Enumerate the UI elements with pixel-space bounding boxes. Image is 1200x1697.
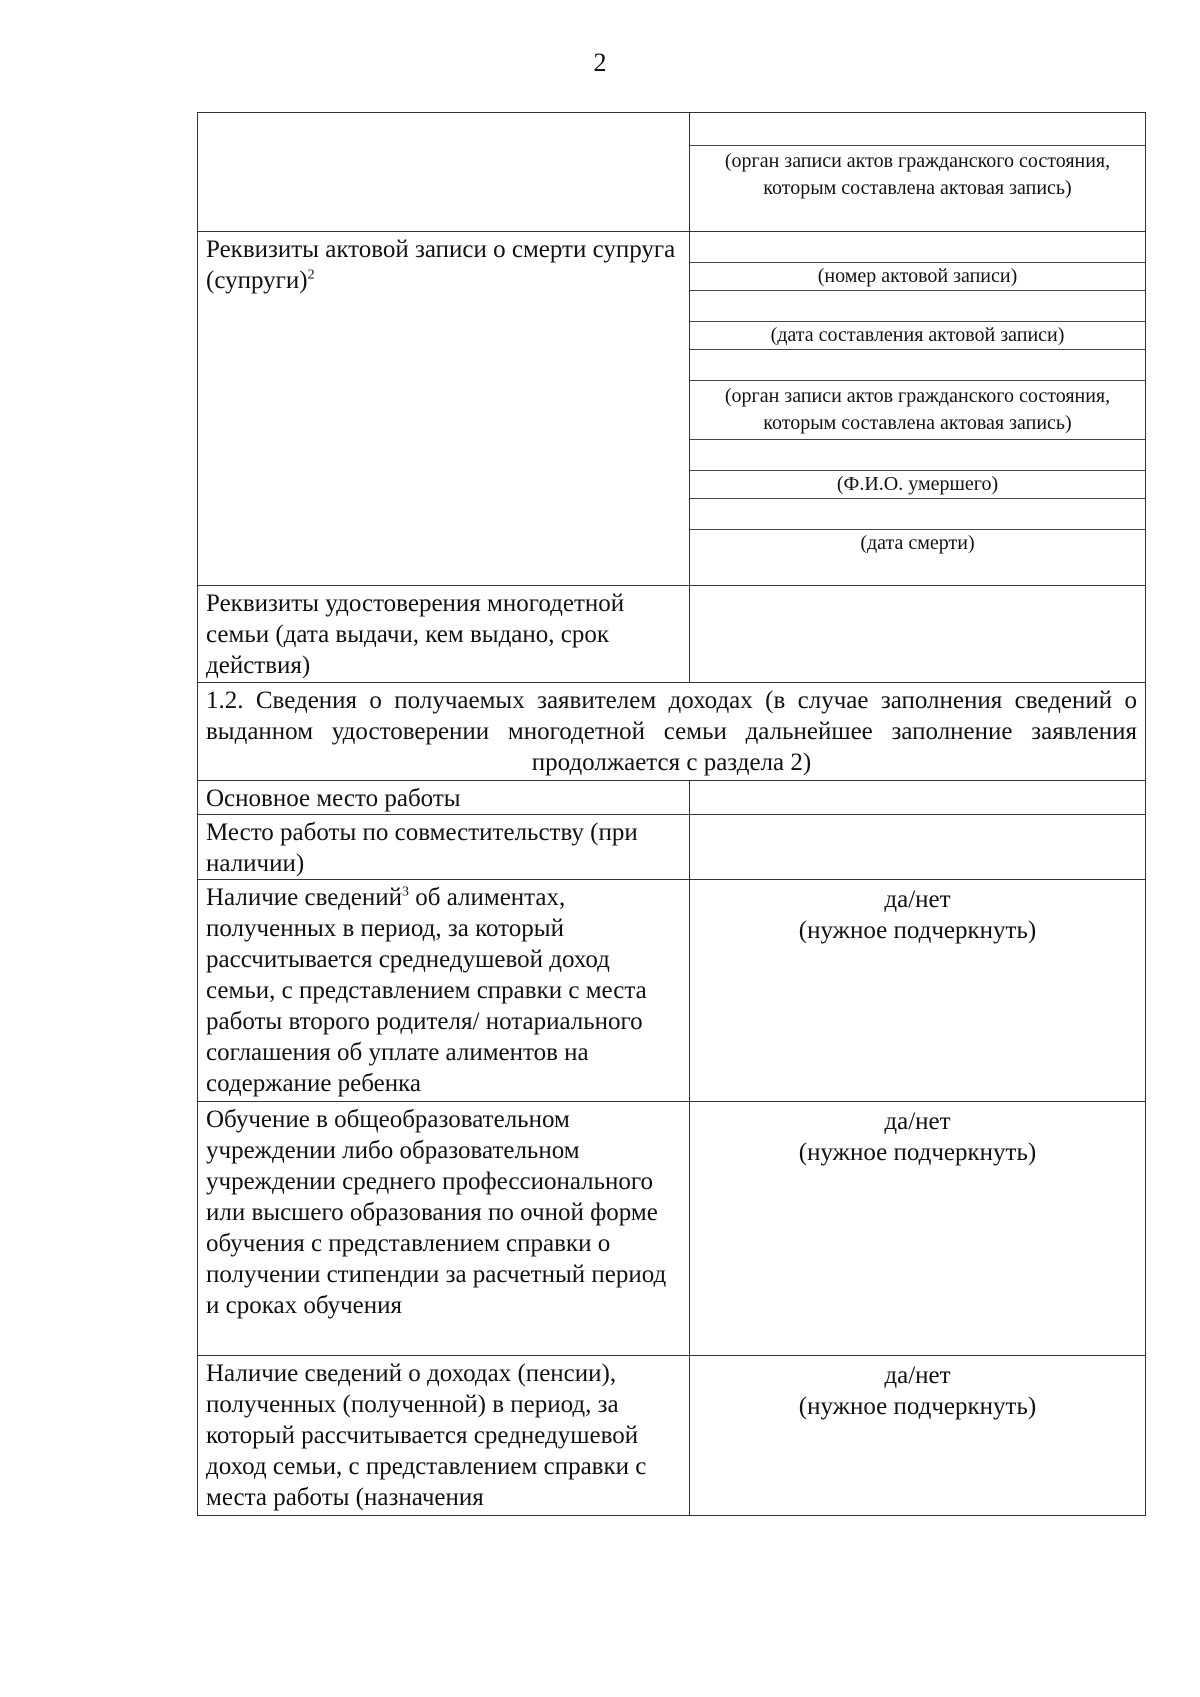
registry-authority-caption: (орган записи актов гражданского состояния, которым составлена актовая запись) — [724, 150, 1111, 199]
part-time-value-cell[interactable] — [690, 815, 1146, 880]
education-answer[interactable]: да/нет — [884, 1108, 951, 1135]
section-income-cell — [198, 683, 1146, 781]
death-record-label-cell — [198, 232, 690, 586]
registry-block-cell — [690, 113, 1146, 232]
alimony-label-cell — [198, 880, 690, 1102]
table-row — [198, 815, 1146, 880]
table-row — [198, 113, 1146, 232]
alimony-label: Наличие сведений$^3$ об алиментах, полученных в период, за который рассчитывается среднедушевой доход семьи, с представлением справки с места работы второго родителя/ нотариального соглашения об уплате алиментов на содержание ребенка — [206, 884, 647, 1097]
page-number: 2 — [593, 48, 607, 77]
large-family-label-cell — [198, 586, 690, 683]
main-job-value-cell[interactable] — [690, 781, 1146, 815]
education-label: Обучение в общеобразовательном учреждении либо образовательном учреждении среднего профессионального или высшего образования по очной форме обучения с представлением справки о получении стипендии за расчетный период и сроках обучения — [206, 1106, 667, 1319]
death-record-authority-caption: (орган записи актов гражданского состояния, которым составлена актовая запись) — [690, 381, 1145, 440]
main-job-label: Основное место работы — [206, 785, 461, 812]
large-family-label: Реквизиты удостоверения многодетной семьи (дата выдачи, кем выдано, срок действия) — [206, 590, 625, 679]
footnote-marker: 3 — [402, 884, 409, 900]
table-row — [198, 1102, 1146, 1356]
pension-label: Наличие сведений о доходах (пенсии), полученных (полученной) в период, за который рассчитывается среднедушевой доход семьи, с представлением справки с места работы (назначения — [206, 1360, 647, 1511]
part-time-job-label: Место работы по совместительству (при наличии) — [206, 819, 638, 877]
death-date-field[interactable] — [690, 499, 1145, 530]
part-time-label-cell — [198, 815, 690, 880]
alimony-value-cell — [690, 880, 1146, 1102]
deceased-name-field[interactable] — [690, 440, 1145, 471]
education-value-cell — [690, 1102, 1146, 1356]
pension-answer[interactable]: да/нет — [884, 1362, 951, 1389]
education-label-cell — [198, 1102, 690, 1356]
main-job-label-cell — [198, 781, 690, 815]
death-record-number-field[interactable] — [690, 232, 1145, 263]
table-row — [198, 1356, 1146, 1516]
death-record-date-caption: (дата составления актовой записи) — [690, 322, 1145, 350]
death-record-date-field[interactable] — [690, 291, 1145, 322]
application-form-table — [197, 112, 1146, 1516]
large-family-value-cell[interactable] — [690, 586, 1146, 683]
death-record-fields-cell — [690, 232, 1146, 586]
alimony-answer[interactable]: да/нет — [884, 886, 951, 913]
pension-label-cell — [198, 1356, 690, 1516]
table-row — [198, 586, 1146, 683]
footnote-marker: 2 — [307, 267, 315, 283]
alimony-hint: (нужное подчеркнуть) — [798, 917, 1037, 944]
table-row — [198, 232, 1146, 586]
death-record-number-caption: (номер актовой записи) — [690, 263, 1145, 291]
death-record-authority-field[interactable] — [690, 350, 1145, 381]
death-date-caption: (дата смерти) — [860, 532, 975, 554]
deceased-name-caption: (Ф.И.О. умершего) — [690, 471, 1145, 499]
registry-authority-field[interactable] — [690, 113, 1145, 146]
empty-cell — [198, 113, 690, 232]
section-income-heading: 1.2. Сведения о получаемых заявителем доходах (в случае заполнения сведений о выданном удостоверении многодетной семьи дальнейшее заполнение заявления продолжается с раздела 2) — [206, 687, 1137, 776]
table-row — [198, 683, 1146, 781]
pension-value-cell — [690, 1356, 1146, 1516]
table-row — [198, 880, 1146, 1102]
table-row — [198, 781, 1146, 815]
death-record-label: Реквизиты актовой записи о смерти супруга (супруги)$^2$ — [206, 236, 676, 294]
pension-hint: (нужное подчеркнуть) — [798, 1393, 1037, 1420]
education-hint: (нужное подчеркнуть) — [798, 1139, 1037, 1166]
